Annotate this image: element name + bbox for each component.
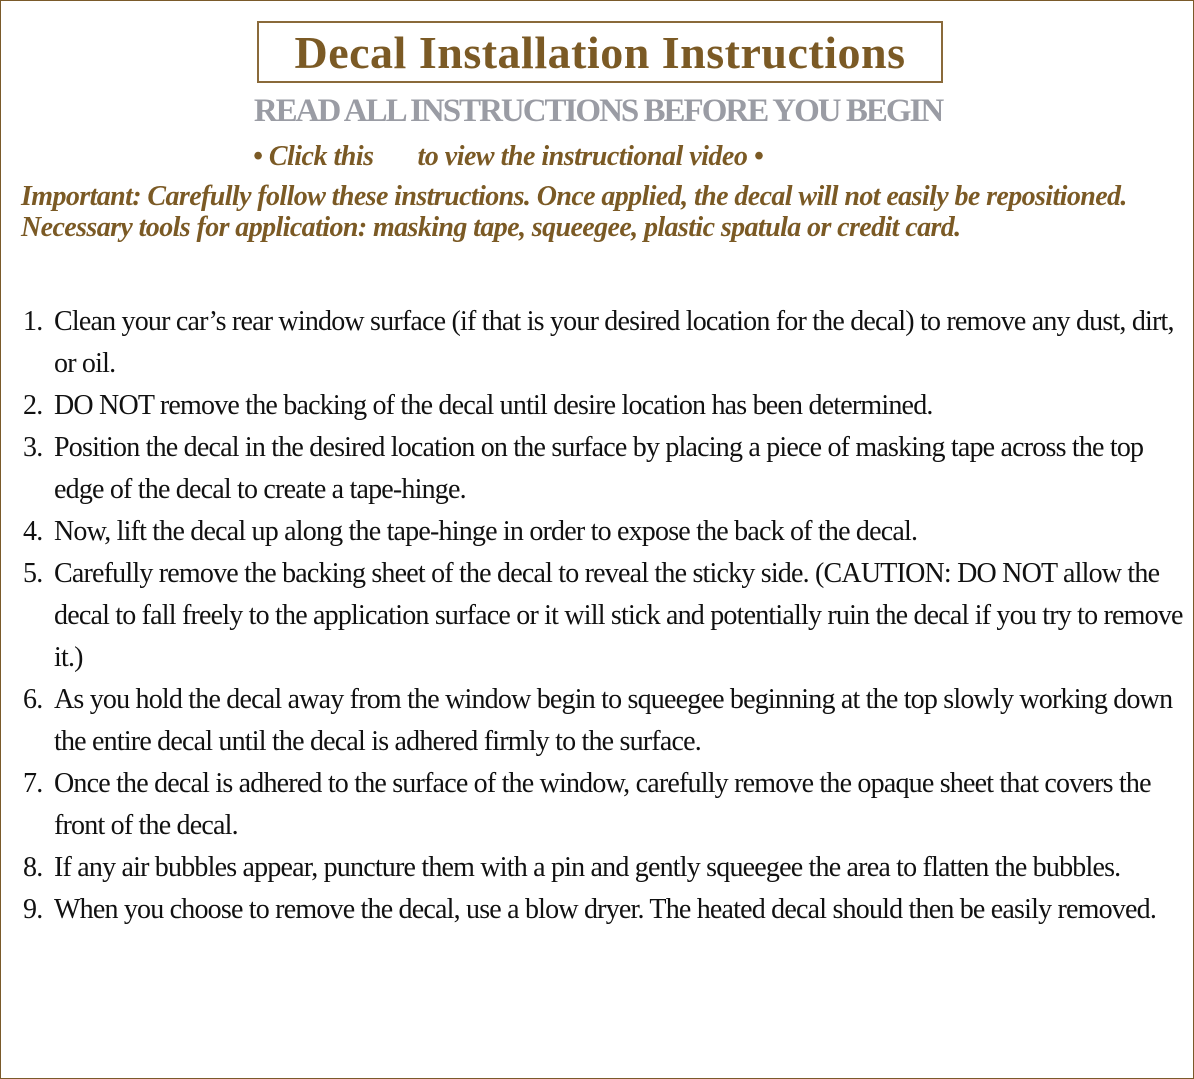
step-number: 4.: [23, 516, 43, 547]
steps-list: [23, 301, 1188, 931]
step-text: When you choose to remove the decal, use a blow dryer. The heated decal should then be easily removed.: [54, 894, 1157, 925]
step-number: 5.: [23, 558, 43, 589]
step-text: Clean your car’s rear window surface (if that is your desired location for the decal) to remove any dust, dirt, or oil.: [54, 306, 1174, 379]
title-box: [257, 21, 943, 83]
step-text: If any air bubbles appear, puncture them with a pin and gently squeegee the area to flatten the bubbles.: [54, 852, 1121, 883]
step-number: 9.: [23, 894, 43, 925]
step-text: Once the decal is adhered to the surface of the window, carefully remove the opaque sheet that covers the front of the decal.: [54, 768, 1151, 841]
step-item: [23, 385, 1188, 427]
page-title: Decal Installation Instructions: [294, 26, 906, 78]
step-text: Position the decal in the desired location on the surface by placing a piece of masking tape across the top edge of the decal to create a tape-hinge.: [54, 432, 1144, 505]
step-number: 8.: [23, 852, 43, 883]
step-item: [23, 847, 1188, 889]
step-item: [23, 511, 1188, 553]
video-link[interactable]: Click this: [268, 141, 374, 172]
step-text: Carefully remove the backing sheet of the decal to reveal the sticky side. (CAUTION: DO NOT allow the decal to fall freely to the application surface or it will stick and potentially ruin the decal if you try to remove it.): [54, 558, 1183, 673]
subtitle: READ ALL INSTRUCTIONS BEFORE YOU BEGIN: [253, 93, 943, 129]
step-item: [23, 679, 1188, 763]
video-text: to view the instructional video: [417, 141, 748, 172]
step-text: Now, lift the decal up along the tape-hinge in order to expose the back of the decal.: [54, 516, 918, 547]
step-number: 6.: [23, 684, 43, 715]
step-number: 1.: [23, 306, 43, 337]
bullet-left: •: [253, 141, 263, 172]
step-number: 2.: [23, 390, 43, 421]
step-item: [23, 301, 1188, 385]
step-number: 7.: [23, 768, 43, 799]
step-item: [23, 553, 1188, 679]
step-item: [23, 889, 1188, 931]
bullet-right: •: [753, 141, 764, 172]
important-note: Important: Carefully follow these instructions. Once applied, the decal will not easily be repositioned. Necessary tools for application: masking tape, squeegee, plastic spatula or credit card.: [21, 181, 1127, 243]
step-item: [23, 427, 1188, 511]
video-line: [253, 141, 763, 173]
step-text: As you hold the decal away from the window begin to squeegee beginning at the top slowly working down the entire decal until the decal is adhered firmly to the surface.: [54, 684, 1173, 757]
step-number: 3.: [23, 432, 43, 463]
step-item: [23, 763, 1188, 847]
step-text: DO NOT remove the backing of the decal until desire location has been determined.: [54, 390, 933, 421]
